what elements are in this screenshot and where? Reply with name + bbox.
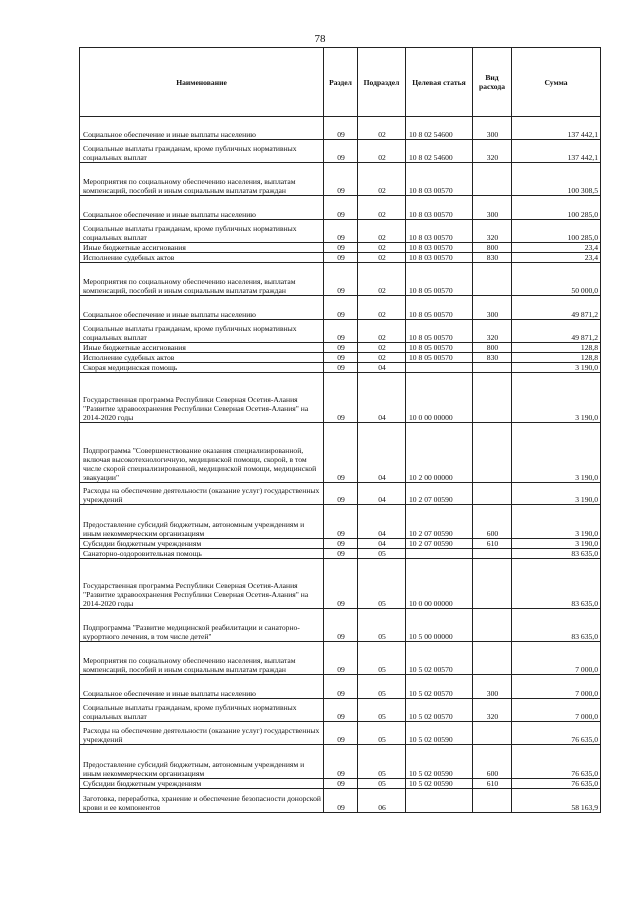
cell-amount: 49 871,2 — [512, 320, 601, 343]
cell-expense-type: 300 — [473, 675, 512, 699]
table-row — [80, 253, 601, 263]
cell-section: 09 — [324, 243, 358, 253]
cell-amount: 7 000,0 — [512, 699, 601, 722]
cell-section: 09 — [324, 140, 358, 163]
cell-target — [406, 549, 473, 559]
cell-section: 09 — [324, 609, 358, 642]
cell-section: 09 — [324, 373, 358, 423]
cell-name: Мероприятия по социальному обеспечению населения, выплатам компенсаций, пособий и иным социальным выплатам граждан — [80, 642, 324, 675]
cell-subsection: 02 — [358, 117, 406, 140]
cell-expense-type: 830 — [473, 253, 512, 263]
cell-target: 10 8 03 00570 — [406, 253, 473, 263]
cell-subsection: 02 — [358, 163, 406, 196]
cell-name: Подпрограмма "Совершенствование оказания специализированной, включая высокотехнологичную, медицинской помощи, скорой, в том числе скорой специализированной, медицинской помощи, медицинской эвакуации" — [80, 423, 324, 483]
table-row — [80, 353, 601, 363]
cell-name: Социальное обеспечение и иные выплаты населению — [80, 675, 324, 699]
cell-name: Скорая медицинская помощь — [80, 363, 324, 373]
cell-amount: 128,8 — [512, 343, 601, 353]
table-row — [80, 320, 601, 343]
cell-subsection: 02 — [358, 196, 406, 220]
cell-target: 10 8 02 54600 — [406, 117, 473, 140]
cell-amount: 76 635,0 — [512, 722, 601, 745]
cell-section: 09 — [324, 353, 358, 363]
cell-name: Социальные выплаты гражданам, кроме публичных нормативных социальных выплат — [80, 699, 324, 722]
table-body — [80, 117, 601, 813]
cell-name: Заготовка, переработка, хранение и обеспечение безопасности донорской крови и ее компонентов — [80, 789, 324, 813]
cell-subsection: 04 — [358, 505, 406, 539]
cell-target: 10 2 00 00000 — [406, 423, 473, 483]
cell-amount: 83 635,0 — [512, 549, 601, 559]
header-section: Раздел — [324, 48, 358, 117]
cell-target: 10 2 07 00590 — [406, 505, 473, 539]
cell-expense-type — [473, 789, 512, 813]
cell-section: 09 — [324, 296, 358, 320]
cell-section: 09 — [324, 117, 358, 140]
cell-amount: 100 285,0 — [512, 220, 601, 243]
header-target: Целевая статья — [406, 48, 473, 117]
cell-section: 09 — [324, 722, 358, 745]
cell-amount: 83 635,0 — [512, 559, 601, 609]
cell-target: 10 5 00 00000 — [406, 609, 473, 642]
header-name: Наименование — [80, 48, 324, 117]
cell-target: 10 8 03 00570 — [406, 220, 473, 243]
cell-section: 09 — [324, 745, 358, 779]
cell-amount: 137 442,1 — [512, 117, 601, 140]
cell-amount: 3 190,0 — [512, 373, 601, 423]
cell-expense-type: 610 — [473, 539, 512, 549]
cell-amount: 76 635,0 — [512, 745, 601, 779]
cell-target: 10 8 05 00570 — [406, 353, 473, 363]
cell-subsection: 06 — [358, 789, 406, 813]
page-number: 78 — [314, 33, 326, 45]
cell-subsection: 05 — [358, 745, 406, 779]
cell-name: Исполнение судебных актов — [80, 253, 324, 263]
cell-name: Социальные выплаты гражданам, кроме публичных нормативных социальных выплат — [80, 220, 324, 243]
cell-target: 10 0 00 00000 — [406, 559, 473, 609]
cell-subsection: 04 — [358, 373, 406, 423]
cell-expense-type: 320 — [473, 699, 512, 722]
cell-amount: 3 190,0 — [512, 505, 601, 539]
table-row — [80, 789, 601, 813]
cell-subsection: 05 — [358, 642, 406, 675]
cell-expense-type: 300 — [473, 117, 512, 140]
cell-expense-type: 600 — [473, 505, 512, 539]
cell-amount: 7 000,0 — [512, 675, 601, 699]
cell-target: 10 8 05 00570 — [406, 263, 473, 296]
cell-name: Подпрограмма "Развитие медицинской реабилитации и санаторно-курортного лечения, в том числе детей" — [80, 609, 324, 642]
table-row — [80, 675, 601, 699]
table-row — [80, 343, 601, 353]
cell-expense-type: 800 — [473, 343, 512, 353]
cell-expense-type — [473, 642, 512, 675]
cell-section: 09 — [324, 196, 358, 220]
header-expense-type: Вид расхода — [473, 48, 512, 117]
cell-target: 10 8 02 54600 — [406, 140, 473, 163]
cell-target: 10 8 05 00570 — [406, 320, 473, 343]
cell-section: 09 — [324, 789, 358, 813]
cell-subsection: 05 — [358, 699, 406, 722]
cell-subsection: 05 — [358, 549, 406, 559]
cell-expense-type — [473, 363, 512, 373]
cell-section: 09 — [324, 320, 358, 343]
cell-target: 10 5 02 00570 — [406, 699, 473, 722]
cell-subsection: 05 — [358, 609, 406, 642]
header-amount: Сумма — [512, 48, 601, 117]
table-row — [80, 363, 601, 373]
table-row — [80, 722, 601, 745]
cell-subsection: 05 — [358, 722, 406, 745]
cell-name: Иные бюджетные ассигнования — [80, 343, 324, 353]
cell-section: 09 — [324, 559, 358, 609]
cell-expense-type: 600 — [473, 745, 512, 779]
cell-target: 10 8 05 00570 — [406, 343, 473, 353]
cell-expense-type: 320 — [473, 140, 512, 163]
table-row — [80, 699, 601, 722]
cell-section: 09 — [324, 163, 358, 196]
cell-name: Социальные выплаты гражданам, кроме публичных нормативных социальных выплат — [80, 140, 324, 163]
cell-subsection: 02 — [358, 343, 406, 353]
cell-section: 09 — [324, 539, 358, 549]
cell-target: 10 0 00 00000 — [406, 373, 473, 423]
cell-subsection: 02 — [358, 220, 406, 243]
cell-section: 09 — [324, 699, 358, 722]
cell-subsection: 02 — [358, 140, 406, 163]
cell-amount: 50 000,0 — [512, 263, 601, 296]
cell-name: Предоставление субсидий бюджетным, автономным учреждениям и иным некоммерческим организациям — [80, 745, 324, 779]
cell-subsection: 02 — [358, 253, 406, 263]
table-row — [80, 263, 601, 296]
cell-section: 09 — [324, 343, 358, 353]
cell-expense-type — [473, 163, 512, 196]
cell-section: 09 — [324, 363, 358, 373]
cell-name: Социальное обеспечение и иные выплаты населению — [80, 296, 324, 320]
cell-amount: 3 190,0 — [512, 483, 601, 505]
cell-target — [406, 789, 473, 813]
table-row — [80, 163, 601, 196]
table-row — [80, 117, 601, 140]
cell-amount: 76 635,0 — [512, 779, 601, 789]
table-row — [80, 483, 601, 505]
table-row — [80, 373, 601, 423]
table-row — [80, 220, 601, 243]
table-row — [80, 539, 601, 549]
cell-name: Мероприятия по социальному обеспечению населения, выплатам компенсаций, пособий и иным социальным выплатам граждан — [80, 163, 324, 196]
cell-section: 09 — [324, 549, 358, 559]
cell-target: 10 5 02 00590 — [406, 745, 473, 779]
cell-expense-type: 320 — [473, 220, 512, 243]
cell-name: Государственная программа Республики Северная Осетия-Алания "Развитие здравоохранения Республики Северная Осетия-Алания" на 2014-2020 годы — [80, 559, 324, 609]
cell-section: 09 — [324, 423, 358, 483]
cell-target: 10 5 02 00590 — [406, 722, 473, 745]
cell-amount: 137 442,1 — [512, 140, 601, 163]
cell-name: Расходы на обеспечение деятельности (оказание услуг) государственных учреждений — [80, 722, 324, 745]
cell-subsection: 02 — [358, 353, 406, 363]
cell-name: Мероприятия по социальному обеспечению населения, выплатам компенсаций, пособий и иным социальным выплатам граждан — [80, 263, 324, 296]
cell-expense-type — [473, 722, 512, 745]
cell-subsection: 02 — [358, 320, 406, 343]
cell-section: 09 — [324, 263, 358, 296]
cell-expense-type — [473, 559, 512, 609]
cell-subsection: 05 — [358, 675, 406, 699]
cell-amount: 49 871,2 — [512, 296, 601, 320]
cell-target: 10 5 02 00570 — [406, 642, 473, 675]
cell-section: 09 — [324, 779, 358, 789]
cell-expense-type — [473, 609, 512, 642]
cell-name: Предоставление субсидий бюджетным, автономным учреждениям и иным некоммерческим организациям — [80, 505, 324, 539]
cell-subsection: 05 — [358, 559, 406, 609]
cell-amount: 100 308,5 — [512, 163, 601, 196]
cell-section: 09 — [324, 253, 358, 263]
budget-table — [79, 47, 601, 813]
cell-name: Иные бюджетные ассигнования — [80, 243, 324, 253]
cell-expense-type: 800 — [473, 243, 512, 253]
cell-expense-type: 320 — [473, 320, 512, 343]
cell-target: 10 8 03 00570 — [406, 163, 473, 196]
cell-subsection: 02 — [358, 243, 406, 253]
cell-name: Государственная программа Республики Северная Осетия-Алания "Развитие здравоохранения Республики Северная Осетия-Алания" на 2014-2020 годы — [80, 373, 324, 423]
table-row — [80, 609, 601, 642]
table-row — [80, 559, 601, 609]
cell-amount: 100 285,0 — [512, 196, 601, 220]
cell-target: 10 8 05 00570 — [406, 296, 473, 320]
cell-amount: 3 190,0 — [512, 363, 601, 373]
table-row — [80, 642, 601, 675]
table-row — [80, 423, 601, 483]
cell-name: Субсидии бюджетным учреждениям — [80, 539, 324, 549]
header-subsection: Подраздел — [358, 48, 406, 117]
cell-subsection: 04 — [358, 483, 406, 505]
cell-subsection: 04 — [358, 539, 406, 549]
cell-expense-type: 300 — [473, 296, 512, 320]
cell-subsection: 04 — [358, 363, 406, 373]
cell-name: Социальное обеспечение и иные выплаты населению — [80, 196, 324, 220]
cell-amount: 7 000,0 — [512, 642, 601, 675]
cell-expense-type — [473, 483, 512, 505]
cell-amount: 3 190,0 — [512, 539, 601, 549]
cell-target: 10 8 03 00570 — [406, 196, 473, 220]
table-row — [80, 745, 601, 779]
cell-subsection: 05 — [358, 779, 406, 789]
cell-section: 09 — [324, 220, 358, 243]
cell-name: Социальное обеспечение и иные выплаты населению — [80, 117, 324, 140]
cell-section: 09 — [324, 505, 358, 539]
cell-expense-type — [473, 423, 512, 483]
cell-name: Расходы на обеспечение деятельности (оказание услуг) государственных учреждений — [80, 483, 324, 505]
table-header-row — [80, 48, 601, 117]
cell-expense-type — [473, 373, 512, 423]
table-row — [80, 505, 601, 539]
cell-amount: 128,8 — [512, 353, 601, 363]
table-row — [80, 549, 601, 559]
table-row — [80, 243, 601, 253]
cell-name: Исполнение судебных актов — [80, 353, 324, 363]
cell-expense-type — [473, 263, 512, 296]
cell-name: Субсидии бюджетным учреждениям — [80, 779, 324, 789]
cell-name: Санаторно-оздоровительная помощь — [80, 549, 324, 559]
cell-expense-type: 610 — [473, 779, 512, 789]
cell-section: 09 — [324, 675, 358, 699]
cell-section: 09 — [324, 642, 358, 675]
cell-target: 10 5 02 00570 — [406, 675, 473, 699]
cell-expense-type: 830 — [473, 353, 512, 363]
table-row — [80, 296, 601, 320]
cell-name: Социальные выплаты гражданам, кроме публичных нормативных социальных выплат — [80, 320, 324, 343]
cell-amount: 23,4 — [512, 243, 601, 253]
cell-amount: 23,4 — [512, 253, 601, 263]
cell-expense-type — [473, 549, 512, 559]
table-row — [80, 196, 601, 220]
cell-amount: 3 190,0 — [512, 423, 601, 483]
cell-target: 10 2 07 00590 — [406, 539, 473, 549]
cell-target: 10 8 03 00570 — [406, 243, 473, 253]
cell-target — [406, 363, 473, 373]
table-row — [80, 779, 601, 789]
cell-amount: 83 635,0 — [512, 609, 601, 642]
cell-subsection: 02 — [358, 263, 406, 296]
cell-target: 10 2 07 00590 — [406, 483, 473, 505]
cell-subsection: 02 — [358, 296, 406, 320]
cell-target: 10 5 02 00590 — [406, 779, 473, 789]
cell-expense-type: 300 — [473, 196, 512, 220]
cell-amount: 58 163,9 — [512, 789, 601, 813]
cell-subsection: 04 — [358, 423, 406, 483]
cell-section: 09 — [324, 483, 358, 505]
table-row — [80, 140, 601, 163]
